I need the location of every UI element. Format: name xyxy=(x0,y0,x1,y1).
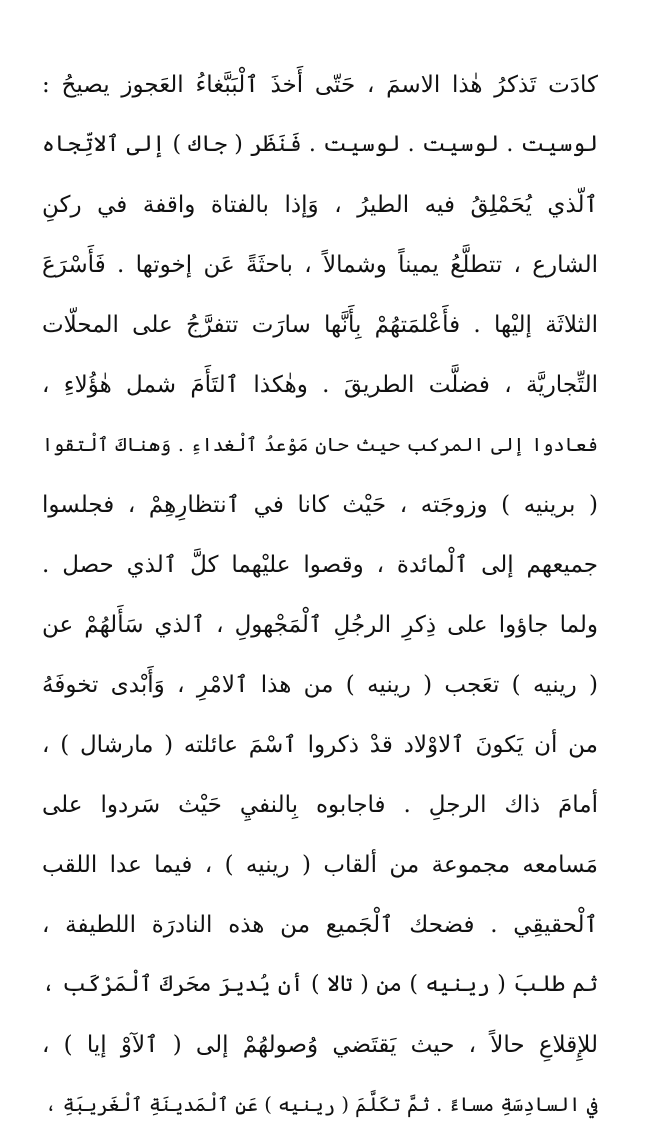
text-line: ولما جاؤوا على ذِكرِ الرجُلِ ٱلْمَجْهولِ ، ٱلذي سَأَلهُمْ عن xyxy=(42,612,598,638)
text-line: ( رينيه ) تعَجب ( رينيه ) من هذا ٱلامْرِ ، وَأَبْدى تخوفَهُ xyxy=(42,672,598,698)
text-line: في السادِسَةِ مساءً . ثمَّ تكَلَّمَ ( رينيه ) عَنِ ٱلْمَدينَةِ ٱلْغَريبَةِ ، xyxy=(45,1093,598,1116)
text-line: الثلاثَة إليْها . فأَعْلمَتهُمْ بِأَنَّها سارَت تتفرَّجُ على المحلّات xyxy=(42,312,598,338)
text-line: مَسامعه مجموعة من ألقاب ( رينيه ) ، فيما عدا اللقب xyxy=(42,852,598,878)
text-line: فعادوا إلى المركب حيث حان مَوْعدُ ٱلْغداءِ . وَهناكَ ٱلْتقوا xyxy=(42,434,598,456)
text-line: لوسيت . لوسيت . لوسيت . فَنَظَر ( جاك ) إلى ٱلاتِّجاه xyxy=(42,132,598,157)
text-line: للإِقلاعِ حالاً ، حيث يَقتَضي وُصولهُمْ إلى ( ٱلآوْ إيا ) ، xyxy=(42,1032,598,1058)
text-line: التِّجاريَّة ، فضلَّت الطريقَ . وهٰكذا ٱلتَأَمَ شمل هٰؤُلاءِ ، xyxy=(42,372,598,398)
text-line: من أن يَكونَ ٱلاوْلاد قدْ ذكروا ٱسْمَ عائلته ( مارشال ) ، xyxy=(42,732,598,758)
text-line: أمامَ ذاك الرجلِ . فاجابوه بِالنفيِ حَيْث سَردوا على xyxy=(42,792,598,818)
text-line: ( برينيه ) وزوجَته ، حَيْث كانا في ٱنتظارِهِمْ ، فجلسوا xyxy=(42,492,598,518)
text-line: ثم طلبَ ( رينيه ) من ( تالا ) أن يُديرَ محَركَ ٱلْمَرْكَب ، xyxy=(42,972,598,997)
text-line: جميعهم إلى ٱلْمائدة ، وقصوا عليْهما كلَّ ٱلذي حصل . xyxy=(42,552,598,578)
text-line: ٱلْحقيقِي . فضحك ٱلْجَميع من هذه النادرَة اللطيفة ، xyxy=(42,912,598,938)
text-line: كادَت تَذكرُ هٰذا الاسمَ ، حَتّى أَخذَ ٱلْبَبَّغاءُ العَجوز يصيحُ : xyxy=(42,72,598,98)
arabic-text-block xyxy=(42,55,598,1135)
text-line: الشارع ، تتطلَّعُ يميناً وشمالاً ، باحثَةً عَن إخوتها . فَأَسْرَعَ xyxy=(42,252,598,278)
text-line: ٱلّذي يُحَمْلِقُ فيه الطيرُ ، وَإذا بالفتاة واقفة في ركنِ xyxy=(42,192,598,218)
